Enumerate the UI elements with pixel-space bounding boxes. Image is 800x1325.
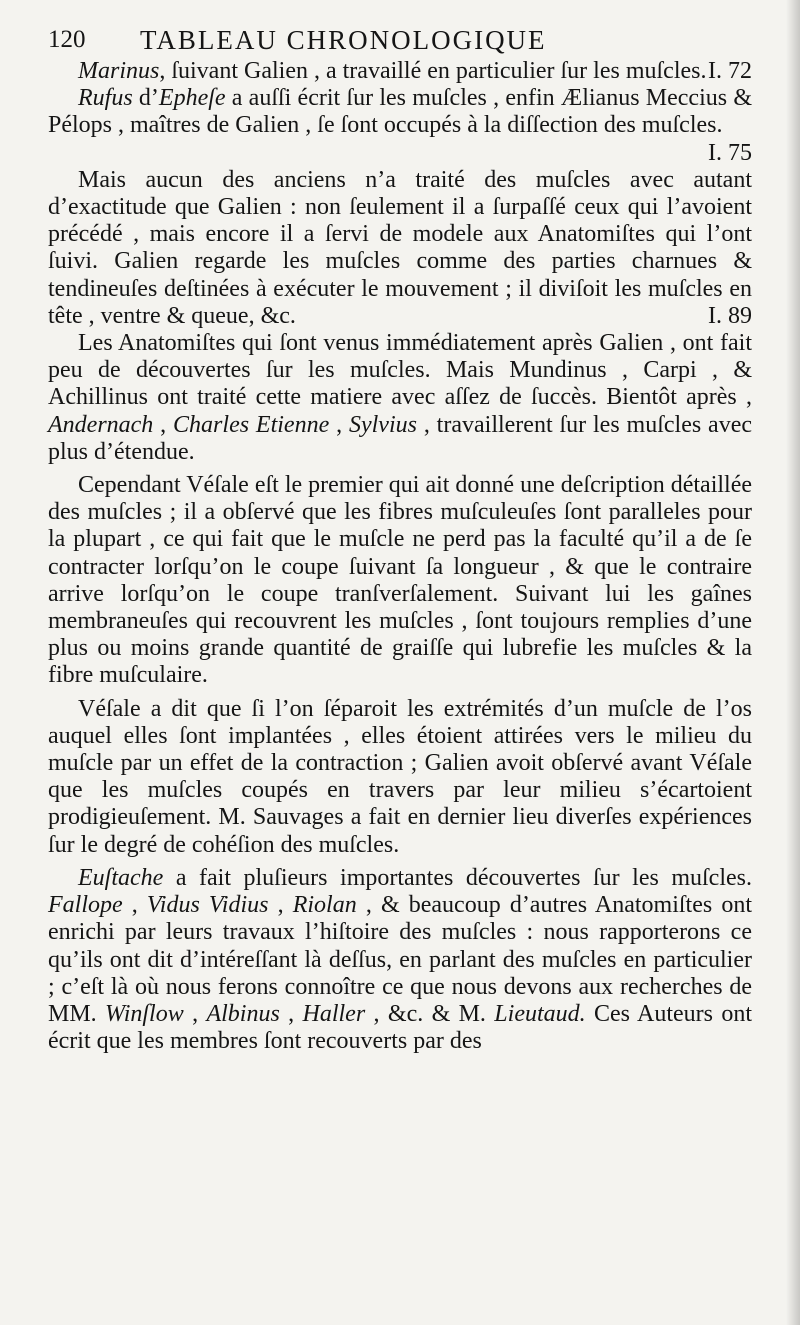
- paragraph-text: Mais aucun des anciens n’a traité des muſcles avec autant d’exactitude que Galien : non ſeulement il a ſurpaſſé ceux qui l’avoient précédé , mais encore il a ſervi de modele aux Anatomiſtes qui l’ont ſuivi. Galien regarde les muſcles comme des parties charnues & tendineuſes deſtinées à exécuter le mouvement ; il diviſoit les muſcles en tête , ventre & queue, &c.: [48, 166, 752, 329]
- paragraph-text: Les Anatomiſtes qui ſont venus immédiatement après Galien , ont fait peu de découvertes ſur les muſcles. Mais Mundinus , Carpi , & Achillinus ont traité cette matiere avec aſſez de ſuccès. Bientôt après ,: [48, 330, 752, 411]
- paragraph-text: d’: [132, 85, 159, 112]
- place-name: Epheſe: [158, 85, 226, 112]
- running-head: [48, 22, 752, 58]
- author-name: Haller: [302, 1000, 366, 1027]
- author-name: Marinus: [78, 58, 160, 84]
- body-text: [48, 58, 752, 1055]
- paragraph-anatomistes: [48, 330, 752, 466]
- paragraph-text: ,: [329, 411, 349, 438]
- paragraph-text: ,: [268, 892, 293, 919]
- author-name: Riolan: [292, 892, 357, 919]
- paragraph-vesale: [48, 472, 752, 690]
- paragraph-text: , & beaucoup d’autres Anatomiſtes ont enrichi par leurs travaux l’hiſtoire des muſcles : nous rapporterons ce qu’ils ont dit d’intéreſſant là deſſus, en parlant des muſcles en particulier ; c’eſt là où nous ferons connoître ce que nous devons aux recherches de MM.: [48, 892, 753, 1027]
- author-name: Fallope: [48, 892, 123, 919]
- margin-reference: I. 72: [708, 58, 752, 84]
- paragraph-text: a fait pluſieurs importantes découvertes ſur les muſcles.: [163, 864, 752, 891]
- author-name: Lieutaud.: [494, 1000, 586, 1027]
- paragraph-galien: [48, 167, 752, 330]
- paragraph-text: ,: [153, 411, 174, 438]
- author-name: Albinus: [206, 1000, 280, 1027]
- paragraph-text: a auſſi écrit ſur les muſcles , enfin Ælianus Meccius & Pélops , maîtres de Galien , ſe ſont occupés à la diſſection des muſcles.: [48, 85, 752, 139]
- page-edge-shadow: [786, 0, 800, 1325]
- paragraph-rufus: [48, 85, 752, 166]
- author-name: Euſtache: [78, 864, 164, 891]
- paragraph-marinus: [48, 58, 752, 85]
- paragraph-text: ,: [122, 892, 147, 919]
- running-title: TABLEAU CHRONOLOGIQUE: [140, 25, 547, 55]
- author-name: Rufus: [78, 85, 133, 112]
- author-name: Sylvius: [348, 411, 417, 438]
- author-name: Charles Etienne: [173, 411, 330, 438]
- paragraph-text: , &c. & M.: [365, 1000, 495, 1027]
- margin-reference: I. 75: [708, 139, 752, 166]
- paragraph-eustache: [48, 865, 752, 1055]
- paragraph-text: , ſuivant Galien , a travaillé en particulier ſur les muſcles.: [159, 58, 707, 84]
- author-name: Vidus Vidius: [146, 892, 269, 919]
- paragraph-text: Véſale a dit que ſi l’on ſéparoit les extrémités d’un muſcle de l’os auquel elles ſont implantées , elles étoient attirées vers le milieu du muſcle par un effet de la contraction ; Galien avoit obſervé avant Véſale que les muſcles coupés en travers par leur milieu s’écartoient prodigieuſement. M. Sauvages a fait en dernier lieu diverſes expériences ſur le degré de cohéſion des muſcles.: [48, 695, 752, 858]
- paragraph-vesale-contraction: [48, 696, 752, 859]
- paragraph-text: , travaillerent ſur les muſcles avec plus d’étendue.: [48, 411, 753, 465]
- author-name: Andernach: [48, 411, 154, 438]
- author-name: Winſlow: [105, 1000, 184, 1027]
- page-number: 120: [48, 26, 86, 53]
- paragraph-text: Cependant Véſale eſt le premier qui ait donné une deſcription détaillée des muſcles ; il a obſervé que les fibres muſculeuſes ſont paralleles pour la plupart , ce qui fait que le muſcle ne perd pas la faculté qu’il a de ſe contracter lorſqu’on le coupe ſuivant ſa longueur , & que le contraire arrive lorſqu’on le coupe tranſverſalement. Suivant lui les gaînes membraneuſes qui recouvrent les muſcles , ſont toujours remplies d’une plus ou moins grande quantité de graiſſe qui lubrefie les muſcles & la fibre muſculaire.: [48, 472, 752, 689]
- paragraph-text: ,: [183, 1000, 207, 1027]
- paragraph-text: ,: [279, 1000, 303, 1027]
- margin-reference: I. 89: [708, 302, 752, 329]
- paragraph-text: Ces Auteurs ont écrit que les membres ſont recouverts par des: [48, 1000, 753, 1055]
